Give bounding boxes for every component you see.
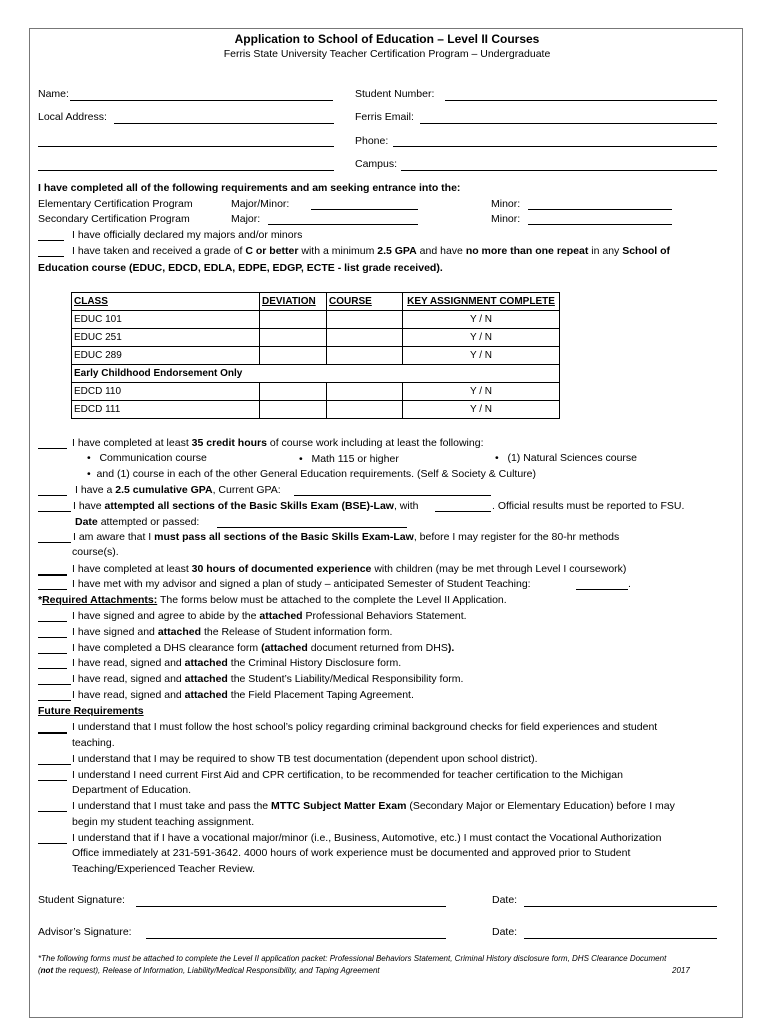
elementary-minor-label: Minor: xyxy=(491,198,521,210)
bse-score-field[interactable] xyxy=(435,511,491,512)
student-date-field[interactable] xyxy=(524,906,717,907)
table-row xyxy=(72,329,560,347)
secondary-minor-field[interactable] xyxy=(528,224,672,225)
advisor-text-end: . xyxy=(628,578,631,590)
secondary-program-label: Secondary Certification Program xyxy=(38,213,190,225)
column-header-key-assignment: KEY ASSIGNMENT COMPLETE xyxy=(403,293,560,311)
column-header-class: CLASS xyxy=(72,293,260,311)
checkbox-experience[interactable] xyxy=(38,574,67,576)
future-mttc-text: I understand that I must take and pass the MTTC Subject Matter Exam (Secondary Major or Elementary Education) before I may xyxy=(72,800,675,812)
advisor-date-label: Date: xyxy=(492,926,518,938)
table-section-row xyxy=(72,365,560,383)
elementary-program-label: Elementary Certification Program xyxy=(38,198,193,210)
checkbox-future-mttc[interactable] xyxy=(38,811,67,812)
bullet-natural-sciences: • (1) Natural Sciences course xyxy=(495,452,638,464)
current-gpa-field[interactable] xyxy=(294,495,491,496)
future-vocational-text: I understand that if I have a vocational major/minor (i.e., Business, Automotive, etc.) I must contact the Vocational Authorization xyxy=(72,832,662,844)
course-cell[interactable] xyxy=(327,329,403,347)
class-cell: EDUC 289 xyxy=(72,347,260,365)
class-cell: EDUC 251 xyxy=(72,329,260,347)
grade-text: I have taken and received a grade of C or better with a minimum 2.5 GPA and have no more than one repeat in any School of xyxy=(72,245,671,257)
advisor-signature-field[interactable] xyxy=(146,938,446,939)
requirements-intro: I have completed all of the following requirements and am seeking entrance into the: xyxy=(38,182,461,194)
class-cell: EDUC 101 xyxy=(72,311,260,329)
bse-text: I have attempted all sections of the Basic Skills Exam (BSE)-Law, with xyxy=(73,500,419,512)
future-mttc-text-2: begin my student teaching assignment. xyxy=(72,816,255,828)
table-row xyxy=(72,311,560,329)
table-header-row xyxy=(72,293,560,311)
campus-field[interactable] xyxy=(401,170,717,171)
checkbox-gpa[interactable] xyxy=(38,495,67,496)
attachment-criminal-text: I have read, signed and attached the Criminal History Disclosure form. xyxy=(72,657,402,669)
bullet-icon: • xyxy=(87,452,91,464)
checkbox-credit-hours[interactable] xyxy=(38,448,67,449)
early-childhood-section: Early Childhood Endorsement Only xyxy=(72,365,560,383)
student-teaching-semester-field[interactable] xyxy=(576,589,628,590)
attachment-dhs-text: I have completed a DHS clearance form (attached document returned from DHS). xyxy=(72,642,455,654)
checkbox-attachment-release[interactable] xyxy=(38,637,67,638)
checkbox-bse[interactable] xyxy=(38,511,71,512)
grade-text-line-2: Education course (EDUC, EDCD, EDLA, EDPE, EDGP, ECTE - list grade received). xyxy=(38,262,443,274)
secondary-minor-label: Minor: xyxy=(491,213,521,225)
column-header-course: COURSE xyxy=(327,293,403,311)
future-cpr-text-2: Department of Education. xyxy=(72,784,192,796)
student-number-label: Student Number: xyxy=(355,88,435,100)
course-cell[interactable] xyxy=(327,347,403,365)
checkbox-attachment-liability[interactable] xyxy=(38,684,71,685)
course-cell[interactable] xyxy=(327,401,403,419)
checkbox-attachment-criminal[interactable] xyxy=(38,668,67,669)
bullet-math: • Math 115 or higher xyxy=(299,453,399,465)
checkbox-declared[interactable] xyxy=(38,240,64,241)
local-address-line-3[interactable] xyxy=(38,170,334,171)
attachment-behaviors-text: I have signed and agree to abide by the attached Professional Behaviors Statement. xyxy=(72,610,467,622)
attachment-release-text: I have signed and attached the Release of Student information form. xyxy=(72,626,393,638)
checkbox-attachment-behaviors[interactable] xyxy=(38,621,67,622)
phone-label: Phone: xyxy=(355,135,389,147)
future-vocational-text-2: Office immediately at 231-591-3642. 4000 hours of work experience must be documented and approved prior to Student xyxy=(72,847,631,859)
attachment-liability-text: I have read, signed and attached the Student’s Liability/Medical Responsibility form. xyxy=(72,673,464,685)
deviation-cell[interactable] xyxy=(260,347,327,365)
checkbox-future-tb[interactable] xyxy=(38,764,71,765)
phone-field[interactable] xyxy=(393,146,717,147)
bullet-gen-ed: • and (1) course in each of the other General Education requirements. (Self & Society & Culture) xyxy=(87,468,537,480)
course-cell[interactable] xyxy=(327,383,403,401)
key-assignment-cell[interactable]: Y / N xyxy=(403,347,560,365)
attachment-taping-text: I have read, signed and attached the Field Placement Taping Agreement. xyxy=(72,689,414,701)
bse-results-text: . Official results must be reported to FSU. xyxy=(492,500,685,512)
future-cpr-text: I understand I need current First Aid and CPR certification, to be recommended for teacher certification to the Michigan xyxy=(72,769,623,781)
advisor-signature-label: Advisor’s Signature: xyxy=(38,926,132,938)
campus-label: Campus: xyxy=(355,158,398,170)
ferris-email-field[interactable] xyxy=(420,123,717,124)
deviation-cell[interactable] xyxy=(260,311,327,329)
key-assignment-cell[interactable]: Y / N xyxy=(403,329,560,347)
footer-year: 2017 xyxy=(672,966,690,975)
checkbox-future-cpr[interactable] xyxy=(38,780,67,781)
checkbox-future-vocational[interactable] xyxy=(38,843,67,844)
elementary-major-minor-field[interactable] xyxy=(311,209,418,210)
student-signature-label: Student Signature: xyxy=(38,894,125,906)
experience-text: I have completed at least 30 hours of documented experience with children (may be met through Level I coursework) xyxy=(72,563,627,575)
bse-date-field[interactable] xyxy=(217,527,407,528)
bullet-icon: • xyxy=(495,452,499,464)
student-signature-field[interactable] xyxy=(136,906,446,907)
key-assignment-cell[interactable]: Y / N xyxy=(403,383,560,401)
page-subtitle: Ferris State University Teacher Certification Program – Undergraduate xyxy=(223,48,551,60)
bullet-icon: • xyxy=(87,468,91,480)
footer-note-line-2: (not the request), Release of Information, Liability/Medical Responsibility, and Taping Agreement xyxy=(38,966,380,975)
advisor-date-field[interactable] xyxy=(524,938,717,939)
declared-text: I have officially declared my majors and/or minors xyxy=(72,229,303,241)
class-cell: EDCD 110 xyxy=(72,383,260,401)
bse-date-text: Date attempted or passed: xyxy=(75,516,200,528)
future-background-text-2: teaching. xyxy=(72,737,115,749)
name-field[interactable] xyxy=(70,100,333,101)
ferris-email-label: Ferris Email: xyxy=(355,111,414,123)
checkbox-grade[interactable] xyxy=(38,256,64,257)
checkbox-aware[interactable] xyxy=(38,542,71,543)
elementary-minor-field[interactable] xyxy=(528,209,672,210)
page-title: Application to School of Education – Level II Courses xyxy=(234,32,540,46)
local-address-line-2[interactable] xyxy=(38,146,334,147)
elementary-major-minor-label: Major/Minor: xyxy=(231,198,290,210)
column-header-deviation: DEVIATION xyxy=(260,293,327,311)
gpa-text: I have a 2.5 cumulative GPA, Current GPA: xyxy=(75,484,281,496)
student-number-field[interactable] xyxy=(445,100,717,101)
future-requirements-heading: Future Requirements xyxy=(38,705,144,717)
application-form xyxy=(29,28,743,1018)
bullet-icon: • xyxy=(299,453,303,465)
name-label: Name: xyxy=(38,88,69,100)
local-address-label: Local Address: xyxy=(38,111,107,123)
required-attachments-line: *Required Attachments: The forms below must be attached to the complete the Level II Application. xyxy=(38,594,507,606)
key-assignment-cell[interactable]: Y / N xyxy=(403,401,560,419)
deviation-cell[interactable] xyxy=(260,329,327,347)
credit-hours-text: I have completed at least 35 credit hours of course work including at least the following: xyxy=(72,437,484,449)
aware-text-line-2: course(s). xyxy=(72,546,119,558)
student-date-label: Date: xyxy=(492,894,518,906)
class-table xyxy=(71,292,560,419)
key-assignment-cell[interactable]: Y / N xyxy=(403,311,560,329)
class-cell: EDCD 111 xyxy=(72,401,260,419)
table-row xyxy=(72,401,560,419)
secondary-major-label: Major: xyxy=(231,213,261,225)
secondary-major-field[interactable] xyxy=(268,224,418,225)
table-row xyxy=(72,347,560,365)
future-tb-text: I understand that I may be required to show TB test documentation (dependent upon school district). xyxy=(72,753,538,765)
footer-note-line-1: *The following forms must be attached to complete the Level II application packet: Professional Behaviors Statement, Criminal History disclosure form, DHS Clearance Document xyxy=(38,954,667,963)
bullet-communication: • Communication course xyxy=(87,452,207,464)
checkbox-attachment-dhs[interactable] xyxy=(38,653,67,654)
deviation-cell[interactable] xyxy=(260,401,327,419)
advisor-text: I have met with my advisor and signed a plan of study – anticipated Semester of Student Teaching: xyxy=(72,578,531,590)
course-cell[interactable] xyxy=(327,311,403,329)
deviation-cell[interactable] xyxy=(260,383,327,401)
checkbox-attachment-taping[interactable] xyxy=(38,700,71,701)
local-address-field[interactable] xyxy=(114,123,334,124)
aware-text: I am aware that I must pass all sections of the Basic Skills Exam-Law, before I may register for the 80-hr methods xyxy=(73,531,620,543)
future-vocational-text-3: Teaching/Experienced Teacher Review. xyxy=(72,863,256,875)
table-row xyxy=(72,383,560,401)
checkbox-future-background[interactable] xyxy=(38,732,67,734)
future-background-text: I understand that I must follow the host school’s policy regarding criminal background checks for field experiences and student xyxy=(72,721,658,733)
checkbox-advisor[interactable] xyxy=(38,589,67,590)
